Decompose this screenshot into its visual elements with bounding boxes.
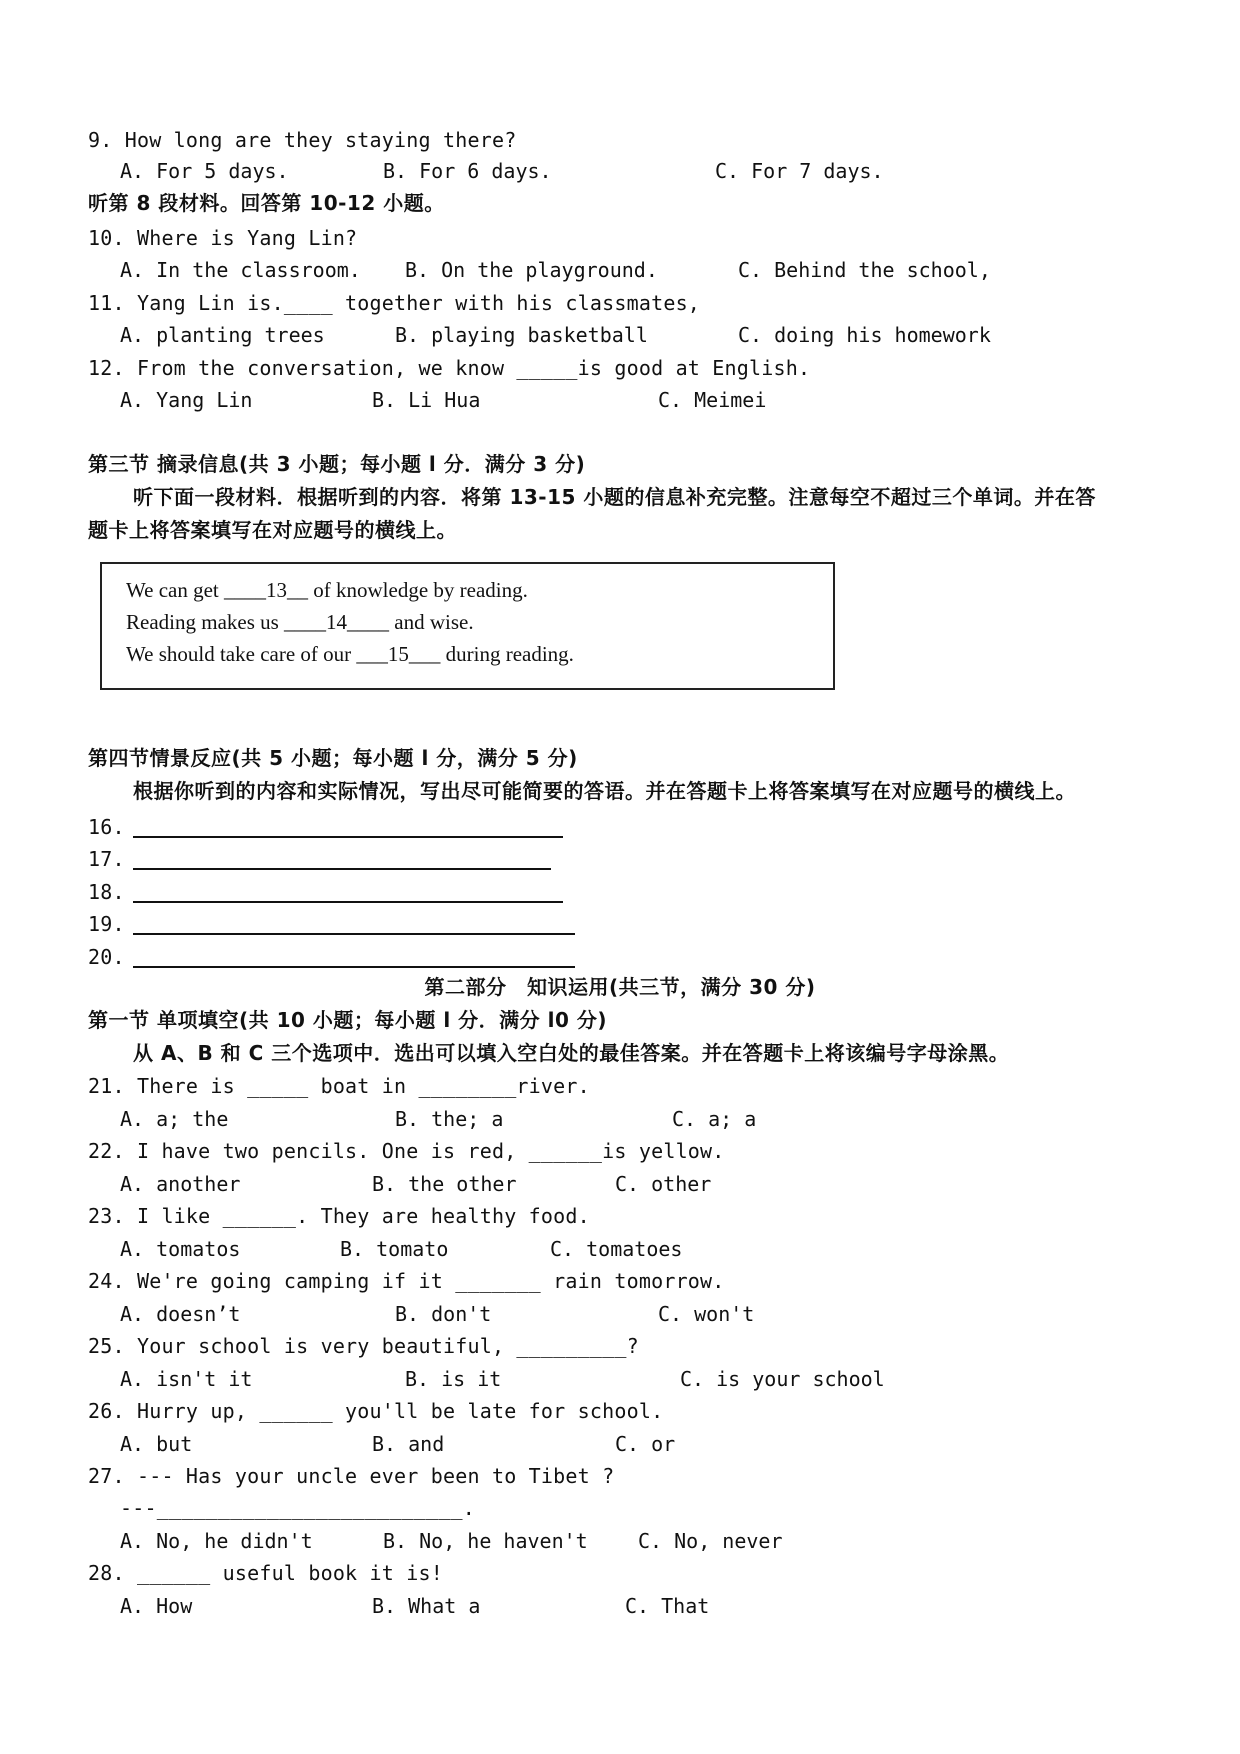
q10-option-b: B. On the playground. (405, 258, 658, 282)
answer-label-19: 19. (88, 912, 125, 936)
answer-line-19[interactable] (133, 933, 575, 935)
question-10: 10. Where is Yang Lin? (88, 226, 358, 250)
section-3-instruction-2: 题卡上将答案填写在对应题号的横线上。 (88, 518, 457, 542)
q28-option-c: C. That (625, 1594, 710, 1618)
q21-option-b: B. the; a (395, 1107, 504, 1131)
passage-8-instruction: 听第 8 段材料。回答第 10-12 小题。 (88, 191, 445, 215)
part-2-section-1-instruction: 从 A、B 和 C 三个选项中．选出可以填入空白处的最佳答案。并在答题卡上将该编号字母涂黑。 (133, 1041, 1010, 1065)
question-12: 12. From the conversation, we know _____is good at English. (88, 356, 811, 380)
info-box-line-14: Reading makes us ____14____ and wise. (126, 610, 474, 634)
part-2-title: 第二部分 知识运用(共三节，满分 30 分) (424, 975, 816, 999)
section-3-instruction-1: 听下面一段材料．根据听到的内容．将第 13-15 小题的信息补充完整。注意每空不超过三个单词。并在答 (133, 485, 1096, 509)
info-box-line-15: We should take care of our ___15___ during reading. (126, 642, 574, 666)
q21-option-a: A. a; the (120, 1107, 229, 1131)
q22-option-a: A. another (120, 1172, 241, 1196)
q28-option-b: B. What a (372, 1594, 481, 1618)
q26-option-a: A. but (120, 1432, 193, 1456)
info-box-line-13: We can get ____13__ of knowledge by reading. (126, 578, 528, 602)
q11-option-b: B. playing basketball (395, 323, 648, 347)
answer-label-20: 20. (88, 945, 125, 969)
q22-option-c: C. other (615, 1172, 712, 1196)
question-23: 23. I like ______. They are healthy food. (88, 1204, 590, 1228)
answer-label-16: 16. (88, 815, 125, 839)
q24-option-b: B. don't (395, 1302, 492, 1326)
section-4-instruction: 根据你听到的内容和实际情况，写出尽可能简要的答语。并在答题卡上将答案填写在对应题号的横线上。 (133, 779, 1076, 803)
q12-option-b: B. Li Hua (372, 388, 481, 412)
q25-option-c: C. is your school (680, 1367, 885, 1391)
question-26: 26. Hurry up, ______ you'll be late for school. (88, 1399, 664, 1423)
q10-option-a: A. In the classroom. (120, 258, 361, 282)
answer-line-17[interactable] (133, 868, 551, 870)
q24-option-c: C. won't (658, 1302, 755, 1326)
answer-line-20[interactable] (133, 966, 575, 968)
q23-option-b: B. tomato (340, 1237, 449, 1261)
question-27: 27. --- Has your uncle ever been to Tibet ? (88, 1464, 615, 1488)
question-11: 11. Yang Lin is.____ together with his classmates, (88, 291, 701, 315)
part-2-section-1-title: 第一节 单项填空(共 10 小题；每小题 l 分．满分 l0 分) (88, 1008, 607, 1032)
answer-line-18[interactable] (133, 901, 563, 903)
section-3-title: 第三节 摘录信息(共 3 小题；每小题 l 分．满分 3 分) (88, 452, 586, 476)
question-25: 25. Your school is very beautiful, _________? (88, 1334, 639, 1358)
q24-option-a: A. doesn’t (120, 1302, 241, 1326)
q27-option-b: B. No, he haven't (383, 1529, 588, 1553)
answer-label-18: 18. (88, 880, 125, 904)
q25-option-b: B. is it (405, 1367, 502, 1391)
question-9: 9. How long are they staying there? (88, 128, 517, 152)
q10-option-c: C. Behind the school, (738, 258, 991, 282)
q22-option-b: B. the other (372, 1172, 517, 1196)
q27-option-a: A. No, he didn't (120, 1529, 313, 1553)
q12-option-c: C. Meimei (658, 388, 767, 412)
q9-option-c: C. For 7 days. (715, 159, 884, 183)
q25-option-a: A. isn't it (120, 1367, 253, 1391)
question-27-answer-line: ---_________________________. (120, 1496, 475, 1520)
q11-option-c: C. doing his homework (738, 323, 991, 347)
q28-option-a: A. How (120, 1594, 193, 1618)
answer-line-16[interactable] (133, 836, 563, 838)
q12-option-a: A. Yang Lin (120, 388, 253, 412)
question-22: 22. I have two pencils. One is red, ______is yellow. (88, 1139, 725, 1163)
q9-option-a: A. For 5 days. (120, 159, 289, 183)
q26-option-c: C. or (615, 1432, 676, 1456)
q27-option-c: C. No, never (638, 1529, 783, 1553)
question-24: 24. We're going camping if it _______ rain tomorrow. (88, 1269, 725, 1293)
q9-option-b: B. For 6 days. (383, 159, 552, 183)
q21-option-c: C. a; a (672, 1107, 757, 1131)
question-28: 28. ______ useful book it is! (88, 1561, 443, 1585)
question-21: 21. There is _____ boat in ________river. (88, 1074, 590, 1098)
section-4-title: 第四节情景反应(共 5 小题；每小题 l 分，满分 5 分) (88, 746, 578, 770)
answer-label-17: 17. (88, 847, 125, 871)
q11-option-a: A. planting trees (120, 323, 325, 347)
q23-option-c: C. tomatoes (550, 1237, 683, 1261)
q26-option-b: B. and (372, 1432, 445, 1456)
q23-option-a: A. tomatos (120, 1237, 241, 1261)
